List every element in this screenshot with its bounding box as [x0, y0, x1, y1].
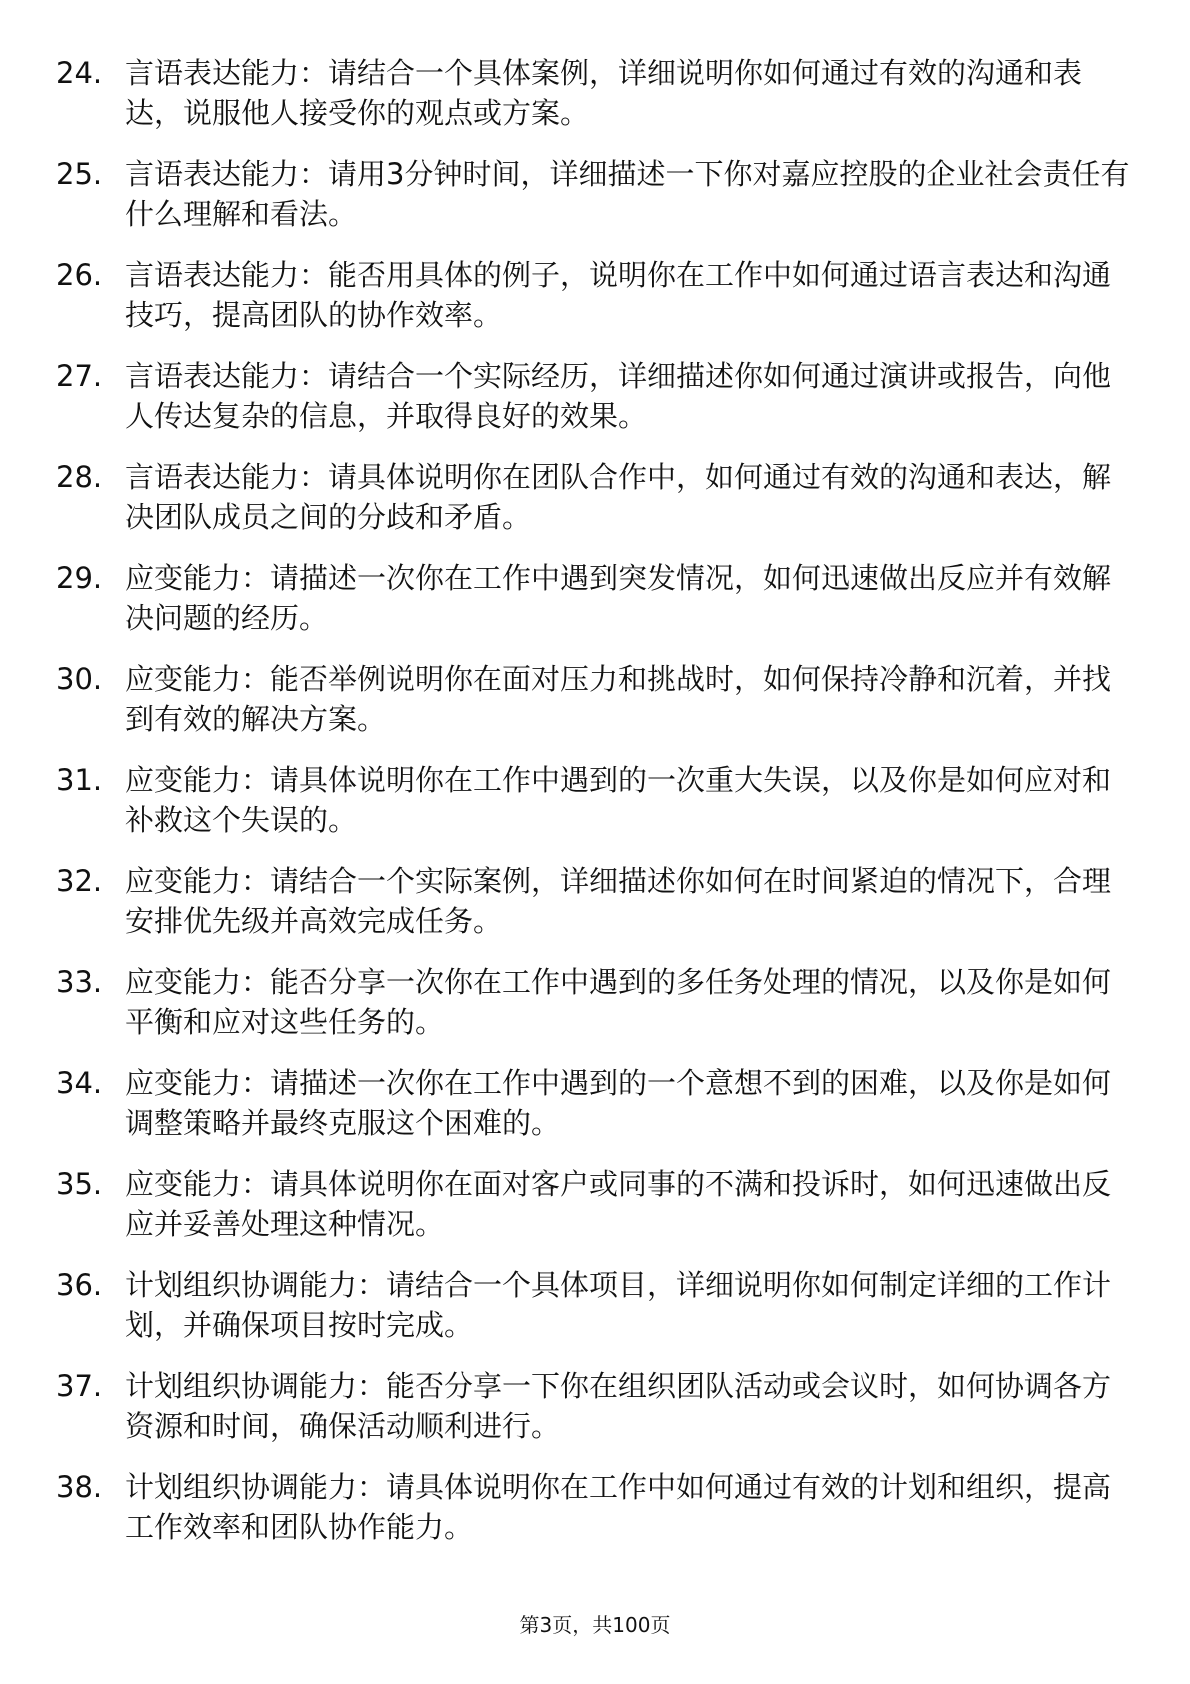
question-number: 24. [56, 56, 103, 90]
question-text: 应变能力：请具体说明你在面对客户或同事的不满和投诉时，如何迅速做出反应并妥善处理这种情况。 [125, 1167, 1112, 1241]
question-text: 言语表达能力：请具体说明你在团队合作中，如何通过有效的沟通和表达，解决团队成员之间的分歧和矛盾。 [125, 460, 1112, 534]
question-item [56, 558, 1136, 638]
question-number: 37. [56, 1369, 103, 1403]
question-number: 35. [56, 1167, 103, 1201]
question-number: 31. [56, 763, 103, 797]
question-item [56, 1063, 1136, 1143]
question-item [56, 154, 1136, 234]
question-list [56, 53, 1136, 1568]
question-text: 言语表达能力：请结合一个具体案例，详细说明你如何通过有效的沟通和表达，说服他人接受你的观点或方案。 [125, 56, 1083, 130]
question-item [56, 53, 1136, 133]
question-text: 计划组织协调能力：请具体说明你在工作中如何通过有效的计划和组织，提高工作效率和团队协作能力。 [125, 1470, 1112, 1544]
question-text: 言语表达能力：请用3分钟时间，详细描述一下你对嘉应控股的企业社会责任有什么理解和看法。 [125, 157, 1130, 231]
question-text: 应变能力：能否分享一次你在工作中遇到的多任务处理的情况，以及你是如何平衡和应对这些任务的。 [125, 965, 1112, 1039]
question-number: 28. [56, 460, 103, 494]
question-number: 33. [56, 965, 103, 999]
question-text: 应变能力：请结合一个实际案例，详细描述你如何在时间紧迫的情况下，合理安排优先级并高效完成任务。 [125, 864, 1112, 938]
question-text: 应变能力：请描述一次你在工作中遇到突发情况，如何迅速做出反应并有效解决问题的经历。 [125, 561, 1112, 635]
question-number: 26. [56, 258, 103, 292]
question-text: 应变能力：请具体说明你在工作中遇到的一次重大失误，以及你是如何应对和补救这个失误的。 [125, 763, 1112, 837]
question-item [56, 457, 1136, 537]
question-number: 27. [56, 359, 103, 393]
question-item [56, 760, 1136, 840]
question-item [56, 861, 1136, 941]
question-number: 36. [56, 1268, 103, 1302]
question-text: 言语表达能力：能否用具体的例子，说明你在工作中如何通过语言表达和沟通技巧，提高团队的协作效率。 [125, 258, 1112, 332]
question-number: 32. [56, 864, 103, 898]
question-text: 言语表达能力：请结合一个实际经历，详细描述你如何通过演讲或报告，向他人传达复杂的信息，并取得良好的效果。 [125, 359, 1112, 433]
question-item [56, 1265, 1136, 1345]
question-number: 29. [56, 561, 103, 595]
question-item [56, 962, 1136, 1042]
page-number-label: 第3页，共100页 [519, 1613, 671, 1637]
question-text: 计划组织协调能力：请结合一个具体项目，详细说明你如何制定详细的工作计划，并确保项目按时完成。 [125, 1268, 1112, 1342]
question-number: 30. [56, 662, 103, 696]
question-text: 计划组织协调能力：能否分享一下你在组织团队活动或会议时，如何协调各方资源和时间，确保活动顺利进行。 [125, 1369, 1112, 1443]
question-item [56, 1366, 1136, 1446]
page-footer [0, 1612, 1190, 1638]
question-number: 38. [56, 1470, 103, 1504]
question-item [56, 356, 1136, 436]
question-text: 应变能力：能否举例说明你在面对压力和挑战时，如何保持冷静和沉着，并找到有效的解决方案。 [125, 662, 1112, 736]
question-number: 34. [56, 1066, 103, 1100]
question-item [56, 1164, 1136, 1244]
question-item [56, 1467, 1136, 1547]
question-text: 应变能力：请描述一次你在工作中遇到的一个意想不到的困难，以及你是如何调整策略并最终克服这个困难的。 [125, 1066, 1112, 1140]
question-item [56, 255, 1136, 335]
question-number: 25. [56, 157, 103, 191]
question-item [56, 659, 1136, 739]
